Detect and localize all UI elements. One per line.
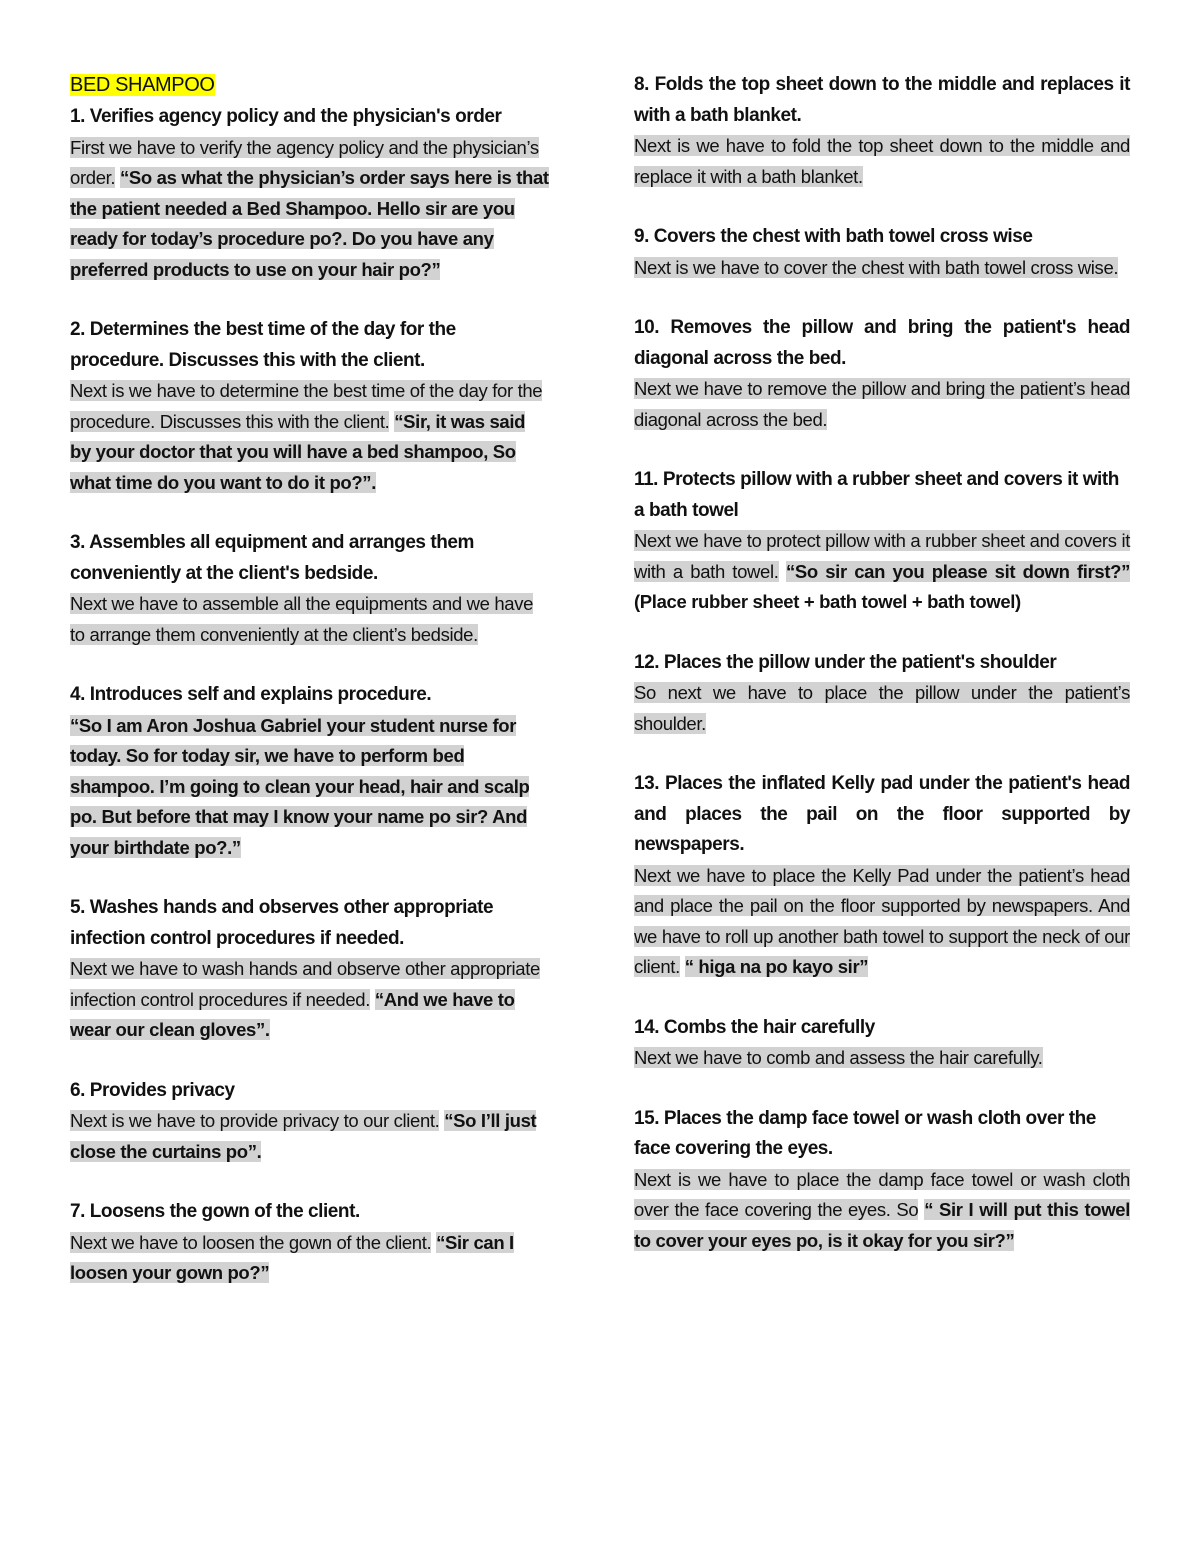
step-note: (Place rubber sheet + bath towel + bath towel) [634,591,1021,612]
step-text: Next we have to assemble all the equipments and we have to arrange them conveniently at the client’s bedside. [70,593,534,645]
step-14 [634,1013,1130,1074]
step-heading: 14. Combs the hair carefully [634,1016,875,1038]
step-heading: 7. Loosens the gown of the client. [70,1201,360,1222]
step-9 [634,222,1130,283]
left-column [70,70,550,1319]
step-5 [70,893,550,1046]
step-text: Next is we have to provide privacy to our client. [70,1110,440,1131]
step-heading: 8. Folds the top sheet down to the middle and replaces it with a bath blanket. [634,74,1130,126]
step-12 [634,648,1130,740]
step-text: Next is we have to fold the top sheet down to the middle and replace it with a bath blanket. [634,135,1130,187]
step-heading: 10. Removes the pillow and bring the patient's head diagonal across the bed. [634,317,1130,369]
step-text: Next we have to place the Kelly Pad under the patient’s head and place the pail on the floor supported by newspapers. And we have to roll up another bath towel to support the neck of our client. [634,864,1130,977]
step-heading: 11. Protects pillow with a rubber sheet and covers it with a bath towel [634,469,1119,521]
step-6 [70,1076,550,1168]
step-quote: “So I’ll just close the curtains po”. [70,1110,537,1162]
step-text: Next we have to protect pillow with a rubber sheet and covers it with a bath towel. [634,530,1130,582]
step-quote: “Sir, it was said by your doctor that you will have a bed shampoo, So what time do you want to do it po?”. [70,410,526,493]
step-7 [70,1197,550,1289]
step-15 [634,1104,1130,1257]
step-text: Next we have to remove the pillow and bring the patient’s head diagonal across the bed. [634,378,1130,430]
step-3 [70,528,550,650]
step-quote: “ higa na po kayo sir” [684,956,869,977]
step-heading: 13. Places the inflated Kelly pad under the patient's head and places the pail on the floor supported by newspapers. [634,773,1130,855]
step-text: Next is we have to determine the best time of the day for the procedure. Discusses this with the client. [70,380,543,432]
right-column [634,70,1130,1286]
step-heading: 15. Places the damp face towel or wash cloth over the face covering the eyes. [634,1107,1096,1159]
step-text: So next we have to place the pillow under the patient’s shoulder. [634,682,1130,734]
step-heading: 5. Washes hands and observes other appropriate infection control procedures if needed. [70,897,494,949]
step-heading: 2. Determines the best time of the day for the procedure. Discusses this with the client. [70,319,456,371]
step-4 [70,680,550,863]
step-text: Next we have to comb and assess the hair carefully. [634,1047,1043,1068]
step-heading: 4. Introduces self and explains procedure. [70,684,432,705]
step-quote: “And we have to wear our clean gloves”. [70,988,515,1040]
step-2 [70,315,550,498]
step-heading: 1. Verifies agency policy and the physician's order [70,106,502,127]
step-heading: 3. Assembles all equipment and arranges them conveniently at the client's bedside. [70,532,474,584]
step-quote: “Sir can I loosen your gown po?” [70,1231,514,1283]
step-10 [634,313,1130,435]
step-text: Next is we have to place the damp face towel or wash cloth over the face covering the eyes. So [634,1168,1130,1220]
step-heading: 12. Places the pillow under the patient's shoulder [634,651,1057,673]
step-quote: “So sir can you please sit down first?” [785,560,1131,582]
step-text: Next is we have to cover the chest with bath towel cross wise. [634,256,1119,278]
step-quote: “So as what the physician’s order says here is that the patient needed a Bed Shampoo. Hello sir are you ready for today’s procedure po?. Do you have any preferred products to use on your hair po?” [70,167,549,280]
step-text: Next we have to wash hands and observe other appropriate infection control procedures if needed. [70,958,540,1010]
document-title: BED SHAMPOO [70,74,215,96]
step-heading: 6. Provides privacy [70,1079,235,1101]
step-11 [634,465,1130,618]
step-8 [634,70,1130,192]
step-1 [70,102,550,285]
step-quote: “So I am Aron Joshua Gabriel your student nurse for today. So for today sir, we have to perform bed shampoo. I’m going to clean your head, hair and scalp po. But before that may I know your name po sir? And your birthdate po?.” [70,714,530,858]
step-heading: 9. Covers the chest with bath towel cross wise [634,226,1033,247]
step-text: First we have to verify the agency policy and the physician’s order. [70,136,539,188]
step-text: Next we have to loosen the gown of the client. [70,1231,432,1253]
step-13 [634,769,1130,983]
step-quote: “ Sir I will put this towel to cover your eyes po, is it okay for you sir?” [634,1199,1130,1251]
